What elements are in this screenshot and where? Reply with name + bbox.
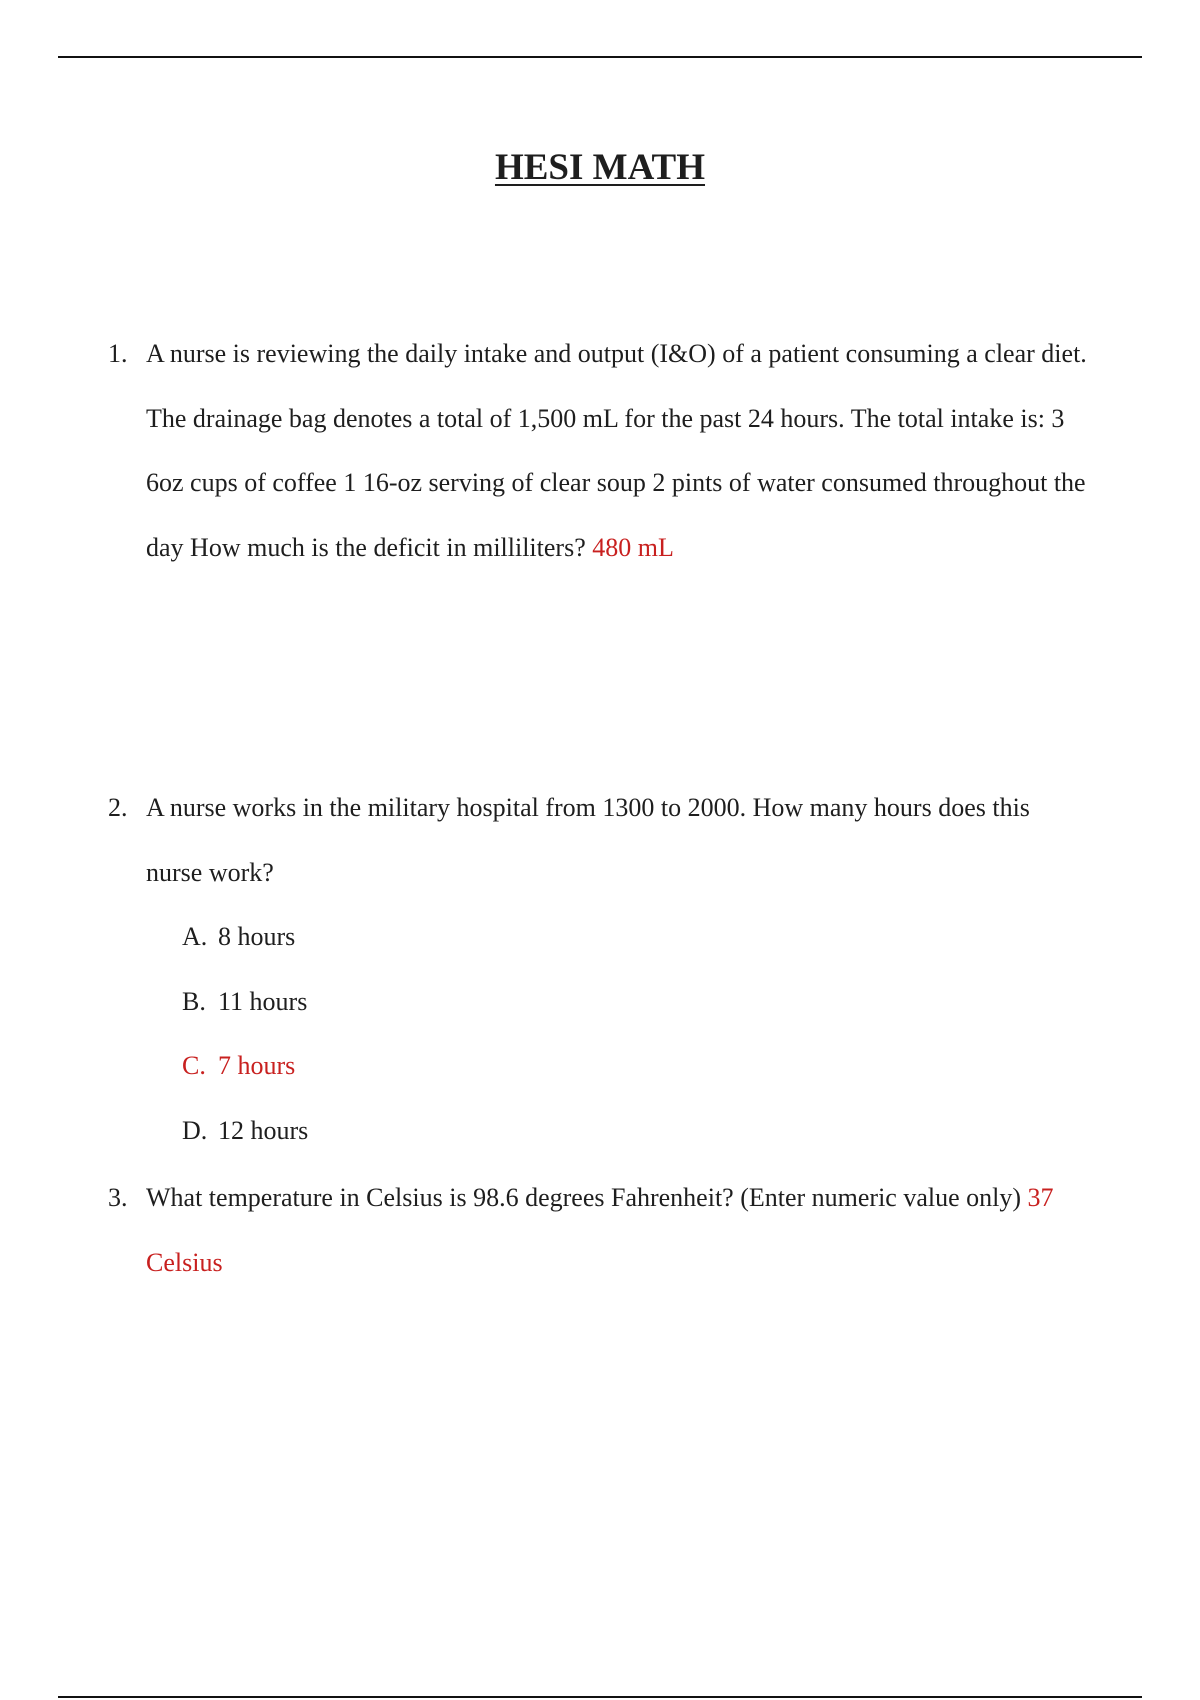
option-b bbox=[182, 970, 308, 1035]
question-number: 3. bbox=[108, 1183, 128, 1212]
question-1 bbox=[108, 322, 1088, 580]
option-text: 8 hours bbox=[218, 922, 296, 951]
answer-options bbox=[182, 905, 308, 1163]
question-body: What temperature in Celsius is 98.6 degrees Fahrenheit? (Enter numeric value only) bbox=[146, 1183, 1022, 1212]
question-body: A nurse works in the military hospital from 1300 to 2000. How many hours does this nurse work? bbox=[146, 793, 1030, 887]
question-2 bbox=[108, 776, 1088, 905]
option-letter: A. bbox=[182, 922, 208, 951]
option-a bbox=[182, 905, 308, 970]
option-text: 7 hours bbox=[218, 1051, 296, 1080]
question-body: A nurse is reviewing the daily intake and output (I&O) of a patient consuming a clear diet. The drainage bag denotes a total of 1,500 mL for the past 24 hours. The total intake is: 3 6oz cups of coffee 1 16-oz serving of clear soup 2 pints of water consumed throughout the day How much is the deficit in milliliters? bbox=[146, 339, 1087, 562]
question-text bbox=[108, 776, 1088, 905]
top-rule bbox=[58, 56, 1142, 58]
answer-text: 37 Celsius bbox=[146, 1183, 1054, 1277]
question-number: 1. bbox=[108, 339, 128, 368]
option-letter: B. bbox=[182, 986, 206, 1016]
option-c-correct bbox=[182, 1034, 308, 1099]
option-text: 12 hours bbox=[218, 1115, 309, 1145]
option-text: 11 hours bbox=[218, 986, 308, 1016]
option-d bbox=[182, 1099, 308, 1164]
option-letter: C. bbox=[182, 1051, 206, 1080]
question-text bbox=[108, 322, 1088, 580]
bottom-rule bbox=[58, 1696, 1142, 1698]
answer-text: 480 mL bbox=[592, 532, 674, 562]
question-3 bbox=[108, 1166, 1088, 1295]
question-text bbox=[108, 1166, 1088, 1295]
question-number: 2. bbox=[108, 793, 128, 822]
option-letter: D. bbox=[182, 1115, 208, 1145]
document-title: HESI MATH bbox=[494, 147, 706, 188]
